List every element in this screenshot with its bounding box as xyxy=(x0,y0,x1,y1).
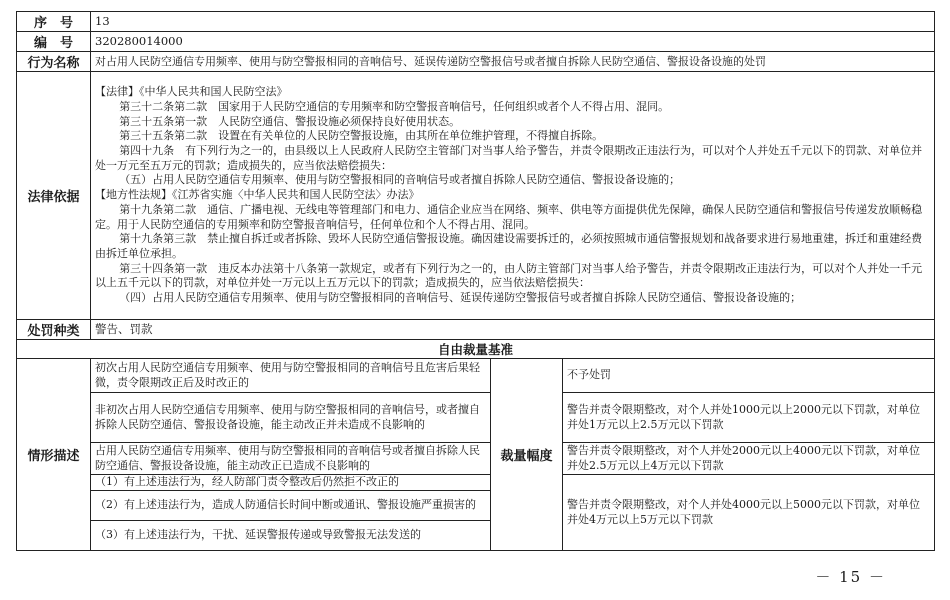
basis-line-1: 第三十二条第二款 国家用于人民防空通信的专用频率和防空警报音响信号，任何组织或者个人不得占用、混同。 xyxy=(119,99,670,113)
penalty-type-label: 处罚种类 xyxy=(17,320,91,340)
situation-item: 非初次占用人民防空通信专用频率、使用与防空警报相同的音响信号，或者擅自拆除人民防空通信、警报设备设施，能主动改正并未造成不良影响的 xyxy=(91,393,491,443)
range-item: 不予处罚 xyxy=(563,359,935,393)
basis-line-8: 第十九条第三款 禁止擅自拆迁或者拆除、毁坏人民防空通信警报设施。确因建设需要拆迁的，必须按照城市通信警报规划和战备要求进行易地重建，拆迁和重建经费由拆迁单位承担。 xyxy=(95,232,923,260)
basis-line-6: 【地方性法规】《江苏省实施〈中华人民共和国人民防空法〉办法》 xyxy=(95,188,420,202)
criteria-row xyxy=(17,393,935,443)
basis-line-3: 第三十五条第二款 设置在有关单位的人民防空警报设施，由其所在单位维护管理，不得擅自拆除。 xyxy=(119,129,604,143)
behavior-row xyxy=(17,52,935,72)
serial-value: 13 xyxy=(91,12,935,32)
code-label: 编 号 xyxy=(17,32,91,52)
situation-item: 占用人民防空通信专用频率、使用与防空警报相同的音响信号或者擅自拆除人民防空通信、警报设备设施，能主动改正已造成不良影响的 xyxy=(91,443,491,475)
legal-basis-row xyxy=(17,72,935,320)
basis-line-9: 第三十四条第一款 违反本办法第十八条第一款规定，或者有下列行为之一的，由人防主管部门对当事人给予警告，并责令限期改正违法行为，可以对个人并处一千元以上五千元以下的罚款，对单位并处一万元以上五万元以下的罚款；造成损失的，应当依法赔偿损失： xyxy=(95,261,923,290)
legal-basis-text xyxy=(91,72,935,320)
situation-label: 情形描述 xyxy=(17,359,91,551)
basis-line-7: 第十九条第二款 通信、广播电视、无线电等管理部门和电力、通信企业应当在网络、频率、供电等方面提供优先保障，确保人民防空通信和警报信号传递发放顺畅稳定。用于人民防空通信的专用频率和防空警报音响信号，任何单位和个人不得占用、混同。 xyxy=(95,202,923,231)
discretion-heading: 自由裁量基准 xyxy=(17,340,935,359)
situation-item: （2）有上述违法行为，造成人防通信长时间中断或通讯、警报设施严重损害的 xyxy=(91,491,491,521)
situation-item: （3）有上述违法行为，干扰、延误警报传递或导致警报无法发送的 xyxy=(91,521,491,551)
penalty-type-row xyxy=(17,320,935,340)
basis-line-10: （四）占用人民防空通信专用频率、使用与防空警报相同的音响信号、延误传递防空警报信号或者擅自拆除人民防空通信、警报设备设施的； xyxy=(119,291,802,305)
basis-line-5: （五）占用人民防空通信专用频率、使用与防空警报相同的音响信号或者擅自拆除人民防空通信、警报设备设施的； xyxy=(119,173,681,187)
code-value: 320280014000 xyxy=(91,32,935,52)
legal-basis-label: 法律依据 xyxy=(17,72,91,320)
criteria-row xyxy=(17,475,935,491)
serial-row xyxy=(17,12,935,32)
range-item: 警告并责令限期整改，对个人并处1000元以上2000元以下罚款，对单位并处1万元以上2.5万元以下罚款 xyxy=(563,393,935,443)
behavior-label: 行为名称 xyxy=(17,52,91,72)
behavior-value: 对占用人民防空通信专用频率、使用与防空警报相同的音响信号、延误传递防空警报信号或者擅自拆除人民防空通信、警报设备设施的处罚 xyxy=(91,52,935,72)
range-label: 裁量幅度 xyxy=(491,359,563,551)
situation-item: （1）有上述违法行为，经人防部门责令整改后仍然拒不改正的 xyxy=(91,475,491,491)
basis-line-0: 【法律】《中华人民共和国人民防空法》 xyxy=(95,85,288,99)
serial-label: 序 号 xyxy=(17,12,91,32)
criteria-row xyxy=(17,443,935,475)
basis-line-4: 第四十九条 有下列行为之一的，由县级以上人民政府人民防空主管部门对当事人给予警告，并责令限期改正违法行为，可以对个人并处五千元以下的罚款、对单位并处一万元至五万元的罚款；造成损失的，应当依法赔偿损失： xyxy=(95,144,923,172)
page-number: － 15 － xyxy=(815,568,886,586)
range-item: 警告并责令限期整改，对个人并处2000元以上4000元以下罚款，对单位并处2.5万元以上4万元以下罚款 xyxy=(563,443,935,475)
situation-item: 初次占用人民防空通信专用频率、使用与防空警报相同的音响信号且危害后果轻微，责令限期改正后及时改正的 xyxy=(91,359,491,393)
range-item: 警告并责令限期整改，对个人并处4000元以上5000元以下罚款，对单位并处4万元以上5万元以下罚款 xyxy=(563,475,935,551)
basis-line-2: 第三十五条第一款 人民防空通信、警报设施必须保持良好使用状态。 xyxy=(119,114,461,128)
criteria-row xyxy=(17,359,935,393)
discretion-header-row xyxy=(17,340,935,359)
penalty-type-value: 警告、罚款 xyxy=(91,320,935,340)
code-row xyxy=(17,32,935,52)
penalty-table xyxy=(16,11,935,551)
